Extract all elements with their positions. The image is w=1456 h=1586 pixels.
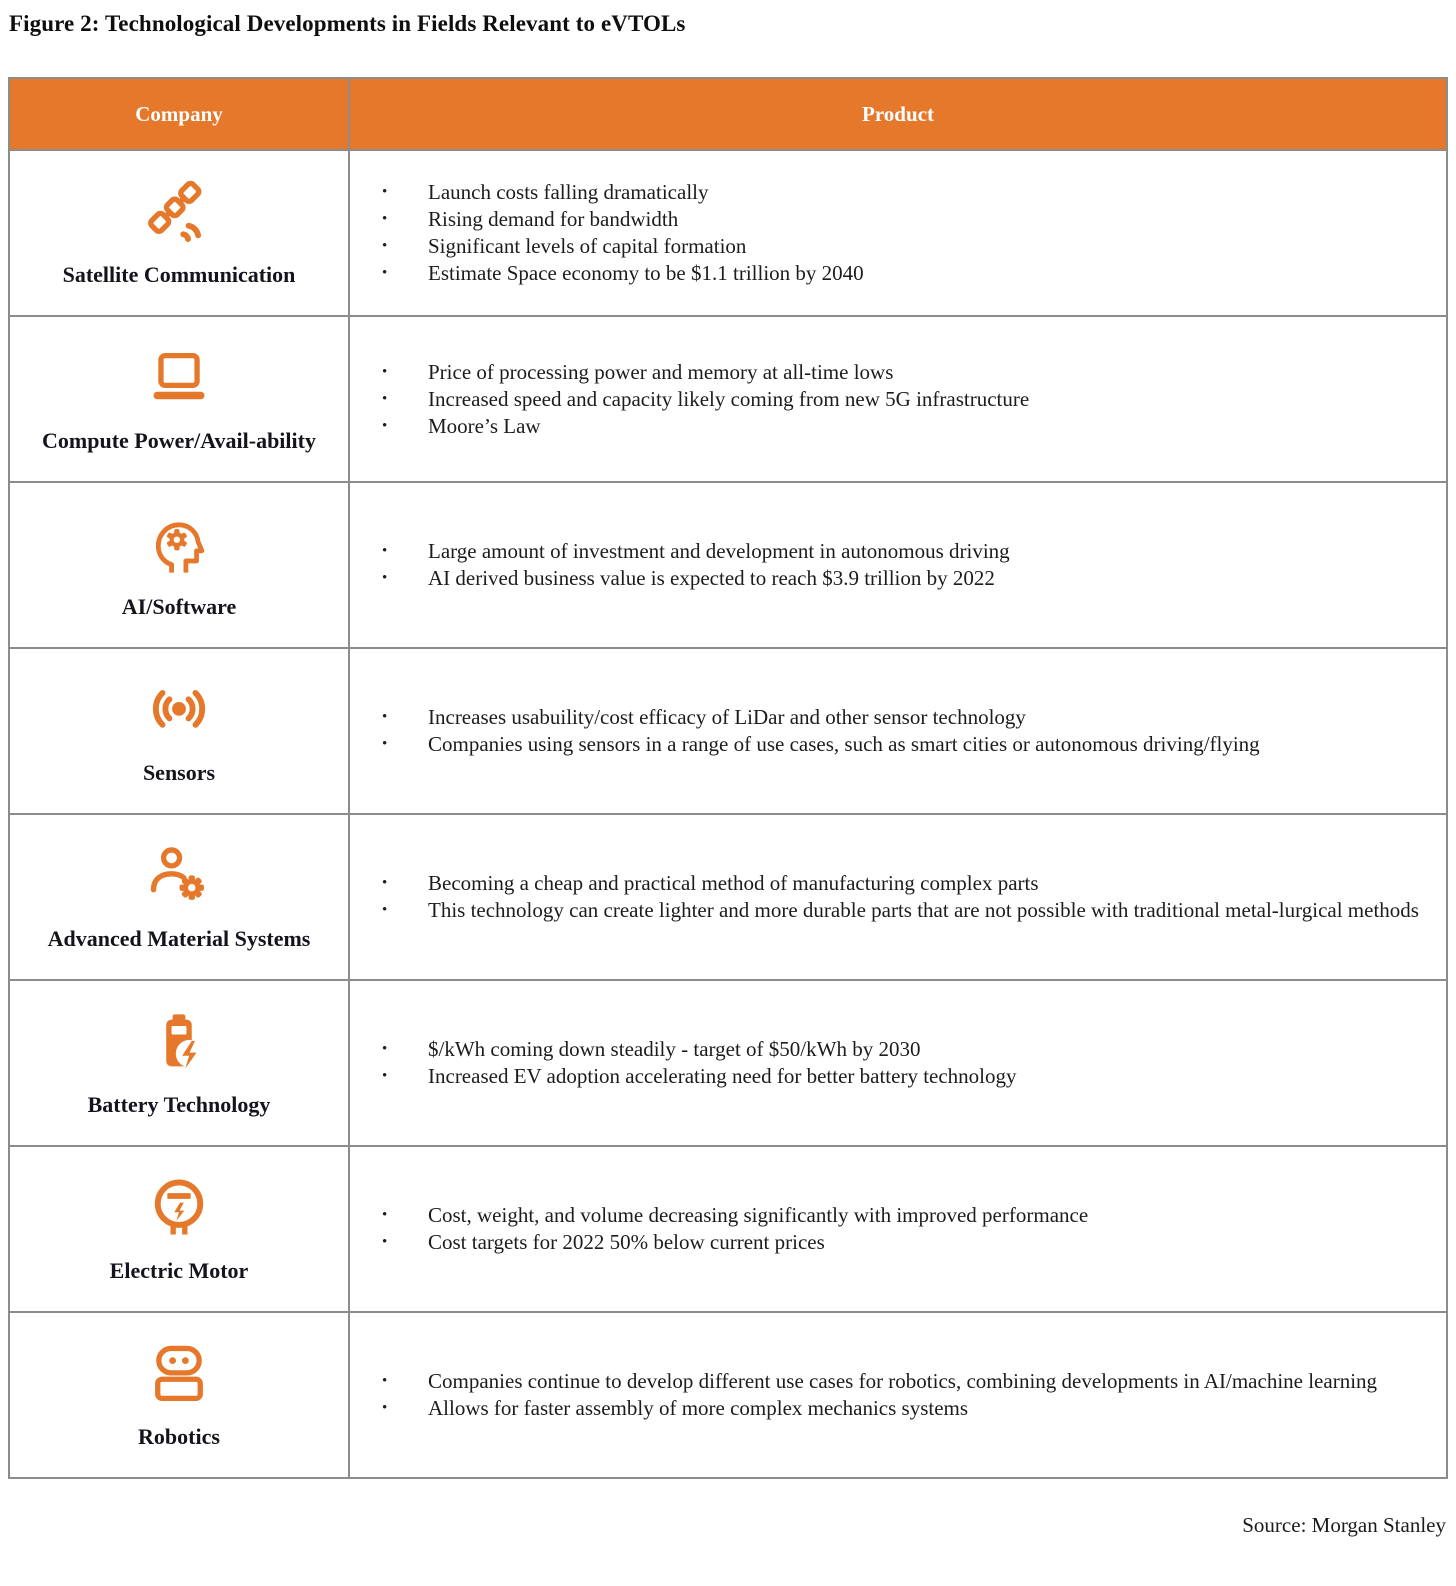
bullet-marker-icon: •	[382, 363, 388, 380]
bullet-item	[382, 233, 1420, 260]
robot-icon	[145, 1341, 213, 1409]
bullet-marker-icon: •	[382, 238, 388, 254]
bullet-item	[382, 260, 1420, 287]
bullet-text: Large amount of investment and development in autonomous driving	[428, 539, 1010, 563]
bullet-marker-icon: •	[382, 736, 388, 752]
bullet-text: Significant levels of capital formation	[428, 234, 747, 258]
bullet-list	[382, 179, 1420, 287]
bullet-text: This technology can create lighter and more durable parts that are not possible with traditional metal-lurgical methods	[428, 898, 1419, 922]
satellite-icon	[145, 179, 213, 247]
bullet-item	[382, 704, 1420, 731]
product-cell	[350, 1147, 1446, 1311]
electric-motor-icon	[145, 1175, 213, 1243]
table-row	[10, 315, 1446, 481]
figure-title: Figure 2: Technological Developments in Fields Relevant to eVTOLs	[9, 11, 686, 36]
company-cell	[10, 317, 350, 481]
company-cell	[10, 815, 350, 979]
table-header-row	[10, 79, 1446, 149]
bullet-item	[382, 1063, 1420, 1090]
company-cell	[10, 649, 350, 813]
bullet-text: Becoming a cheap and practical method of manufacturing complex parts	[428, 871, 1039, 895]
bullet-marker-icon: •	[382, 1207, 388, 1223]
bullet-text: Estimate Space economy to be $1.1 trillion by 2040	[428, 261, 864, 285]
ai-head-icon	[145, 511, 213, 579]
bullet-text: Cost targets for 2022 50% below current prices	[428, 1230, 825, 1254]
product-cell	[350, 649, 1446, 813]
bullet-item	[382, 1395, 1420, 1422]
company-cell	[10, 981, 350, 1145]
bullet-text: Price of processing power and memory at all-time lows	[428, 359, 894, 384]
bullet-list	[382, 1036, 1420, 1090]
company-label: AI/Software	[121, 593, 237, 619]
bullet-item	[382, 1036, 1420, 1063]
bullet-marker-icon: •	[382, 1234, 388, 1250]
table-body	[10, 149, 1446, 1477]
bullet-list	[382, 1202, 1420, 1256]
table-row	[10, 1145, 1446, 1311]
bullet-text: Allows for faster assembly of more complex mechanics systems	[428, 1396, 969, 1420]
bullet-item	[382, 565, 1420, 592]
source-attribution: Source: Morgan Stanley	[1242, 1513, 1446, 1537]
table-row	[10, 979, 1446, 1145]
table-row	[10, 481, 1446, 647]
company-label: Sensors	[142, 759, 216, 785]
bullet-list	[382, 1368, 1420, 1422]
bullet-marker-icon: •	[382, 1373, 388, 1389]
table-row	[10, 647, 1446, 813]
product-column-header: Product	[862, 101, 934, 126]
bullet-item	[382, 538, 1420, 565]
bullet-item	[382, 179, 1420, 206]
bullet-list	[382, 870, 1420, 924]
bullet-marker-icon: •	[382, 709, 388, 725]
bullet-marker-icon: •	[382, 265, 388, 281]
bullet-list	[382, 538, 1420, 592]
bullet-item	[382, 1368, 1420, 1395]
product-cell	[350, 151, 1446, 315]
product-cell	[350, 815, 1446, 979]
company-label: Compute Power/Avail-ability	[42, 427, 316, 453]
table-row	[10, 149, 1446, 315]
bullet-marker-icon: •	[382, 1068, 388, 1084]
bullet-text: Companies continue to develop different use cases for robotics, combining developments in AI/machine learning	[428, 1369, 1378, 1393]
bullet-marker-icon: •	[382, 211, 388, 227]
bullet-item	[382, 731, 1420, 758]
table-row	[10, 1311, 1446, 1477]
bullet-list	[382, 704, 1420, 758]
company-cell	[10, 151, 350, 315]
battery-icon	[145, 1009, 213, 1077]
company-cell	[10, 1313, 350, 1477]
table-row	[10, 813, 1446, 979]
company-label: Robotics	[138, 1423, 220, 1449]
bullet-item	[382, 359, 1420, 386]
company-label: Electric Motor	[109, 1257, 249, 1283]
bullet-text: $/kWh coming down steadily - target of $50/kWh by 2030	[428, 1037, 921, 1061]
bullet-marker-icon: •	[382, 570, 388, 586]
bullet-text: Cost, weight, and volume decreasing significantly with improved performance	[428, 1203, 1089, 1227]
bullet-list	[382, 359, 1420, 440]
bullet-text: Launch costs falling dramatically	[428, 180, 709, 204]
company-label: Battery Technology	[87, 1091, 271, 1117]
laptop-icon	[145, 345, 213, 413]
company-cell	[10, 483, 350, 647]
bullet-marker-icon: •	[382, 902, 388, 918]
bullet-text: Companies using sensors in a range of use cases, such as smart cities or autonomous driving/flying	[428, 732, 1260, 756]
bullet-item	[382, 413, 1420, 440]
bullet-text: Rising demand for bandwidth	[428, 207, 679, 231]
bullet-text: AI derived business value is expected to reach $3.9 trillion by 2022	[428, 566, 995, 590]
company-column-header: Company	[10, 79, 350, 149]
bullet-marker-icon: •	[382, 417, 388, 434]
bullet-marker-icon: •	[382, 390, 388, 407]
company-label: Advanced Material Systems	[47, 925, 311, 951]
bullet-text: Increased speed and capacity likely coming from new 5G infrastructure	[428, 386, 1030, 411]
bullet-marker-icon: •	[382, 543, 388, 559]
bullet-marker-icon: •	[382, 875, 388, 891]
bullet-item	[382, 1202, 1420, 1229]
bullet-item	[382, 1229, 1420, 1256]
company-cell	[10, 1147, 350, 1311]
product-cell	[350, 1313, 1446, 1477]
company-label: Satellite Communication	[62, 261, 296, 287]
bullet-item	[382, 206, 1420, 233]
bullet-text: Increases usabuility/cost efficacy of LiDar and other sensor technology	[428, 705, 1026, 729]
bullet-item	[382, 386, 1420, 413]
bullet-text: Moore’s Law	[428, 413, 541, 438]
figure-table	[8, 77, 1448, 1479]
bullet-marker-icon: •	[382, 184, 388, 200]
bullet-item	[382, 897, 1420, 924]
bullet-text: Increased EV adoption accelerating need for better battery technology	[428, 1064, 1017, 1088]
sensor-waves-icon	[145, 677, 213, 745]
product-cell	[350, 483, 1446, 647]
person-gear-icon	[145, 843, 213, 911]
bullet-marker-icon: •	[382, 1400, 388, 1416]
product-cell	[350, 317, 1446, 481]
bullet-item	[382, 870, 1420, 897]
bullet-marker-icon: •	[382, 1041, 388, 1057]
product-cell	[350, 981, 1446, 1145]
